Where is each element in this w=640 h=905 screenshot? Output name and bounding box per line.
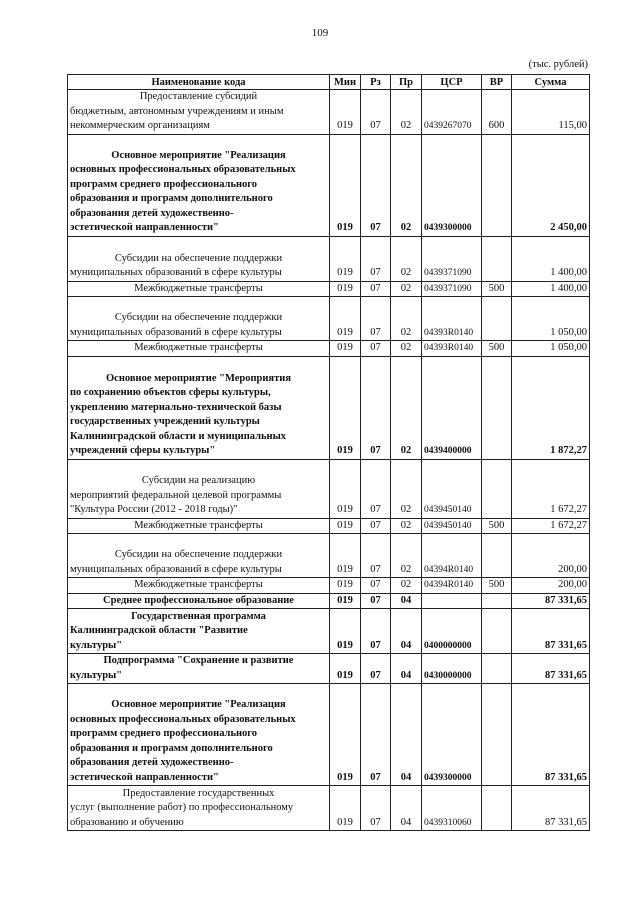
row-name-line: муниципальных образований в сфере культуры bbox=[70, 563, 282, 575]
row-min: 019 bbox=[330, 90, 361, 135]
row-name-line: Государственная программа bbox=[131, 610, 266, 622]
table-row bbox=[68, 459, 590, 518]
row-vr bbox=[482, 134, 512, 236]
row-sum: 200,00 bbox=[512, 534, 590, 578]
row-vr: 500 bbox=[482, 518, 512, 534]
row-pr: 02 bbox=[391, 341, 422, 357]
table-header-row bbox=[68, 75, 590, 90]
row-vr bbox=[482, 534, 512, 578]
table-row bbox=[68, 518, 590, 534]
row-csr: 04393R0140 bbox=[422, 341, 482, 357]
row-vr bbox=[482, 236, 512, 281]
row-vr: 500 bbox=[482, 281, 512, 297]
row-name-line: Среднее профессиональное образование bbox=[103, 594, 294, 606]
row-sum: 1 050,00 bbox=[512, 341, 590, 357]
row-vr bbox=[482, 297, 512, 341]
row-rz: 07 bbox=[361, 236, 391, 281]
page-number: 109 bbox=[311, 27, 329, 39]
row-csr: 0439450140 bbox=[422, 459, 482, 518]
row-name-line: Субсидии на реализацию bbox=[141, 475, 256, 486]
row-sum: 1 400,00 bbox=[512, 281, 590, 297]
header-csr: ЦСР bbox=[422, 75, 482, 90]
row-name bbox=[68, 297, 330, 341]
row-name bbox=[68, 341, 330, 357]
row-name-line: основных профессиональных образовательных bbox=[70, 713, 296, 725]
row-name-line: Межбюджетные трансферты bbox=[134, 579, 263, 590]
row-min: 019 bbox=[330, 281, 361, 297]
row-sum: 87 331,65 bbox=[512, 684, 590, 786]
row-name bbox=[68, 654, 330, 684]
row-name bbox=[68, 134, 330, 236]
row-name-line: программ среднего профессионального bbox=[70, 728, 258, 739]
row-pr: 04 bbox=[391, 684, 422, 786]
row-name-line: услуг (выполнение работ) по профессиональному bbox=[70, 802, 294, 813]
row-sum: 1 872,27 bbox=[512, 356, 590, 459]
row-name-line: учреждений сферы культуры" bbox=[70, 445, 216, 456]
row-name bbox=[68, 518, 330, 534]
row-name-line: образования детей художественно- bbox=[70, 207, 234, 219]
row-sum: 1 672,27 bbox=[512, 459, 590, 518]
row-min: 019 bbox=[330, 236, 361, 281]
row-rz: 07 bbox=[361, 684, 391, 786]
row-name-line: эстетической направленности" bbox=[70, 222, 219, 233]
row-rz: 07 bbox=[361, 609, 391, 654]
row-csr: 0439450140 bbox=[422, 518, 482, 534]
row-sum: 115,00 bbox=[512, 90, 590, 135]
table-row bbox=[68, 236, 590, 281]
table-row bbox=[68, 609, 590, 654]
row-name bbox=[68, 236, 330, 281]
row-vr: 600 bbox=[482, 90, 512, 135]
table-row bbox=[68, 297, 590, 341]
row-name-line: Межбюджетные трансферты bbox=[134, 282, 263, 294]
row-rz: 07 bbox=[361, 356, 391, 459]
row-min: 019 bbox=[330, 518, 361, 534]
row-name bbox=[68, 684, 330, 786]
row-name bbox=[68, 281, 330, 297]
row-name-line: бюджетным, автономным учреждениям и иным bbox=[70, 105, 284, 117]
row-pr: 02 bbox=[391, 534, 422, 578]
row-name-line: муниципальных образований в сфере культуры bbox=[70, 267, 282, 278]
row-vr: 500 bbox=[482, 578, 512, 594]
row-min: 019 bbox=[330, 786, 361, 831]
row-csr: 0439300000 bbox=[422, 134, 482, 236]
header-name: Наименование кода bbox=[68, 75, 330, 90]
table-row bbox=[68, 534, 590, 578]
row-vr bbox=[482, 593, 512, 609]
header-pr: Пр bbox=[391, 75, 422, 90]
row-pr: 02 bbox=[391, 297, 422, 341]
table-row bbox=[68, 134, 590, 236]
row-pr: 02 bbox=[391, 518, 422, 534]
row-name bbox=[68, 593, 330, 609]
row-name-line: Межбюджетные трансферты bbox=[134, 519, 263, 531]
row-pr: 02 bbox=[391, 281, 422, 297]
row-csr: 04394R0140 bbox=[422, 534, 482, 578]
row-min: 019 bbox=[330, 341, 361, 357]
row-min: 019 bbox=[330, 534, 361, 578]
row-name-line: муниципальных образований в сфере культуры bbox=[70, 326, 282, 338]
row-name-line: Предоставление государственных bbox=[122, 787, 275, 799]
table-row bbox=[68, 593, 590, 609]
table-row bbox=[68, 654, 590, 684]
row-pr: 04 bbox=[391, 786, 422, 831]
row-name-line: мероприятий федеральной целевой программы bbox=[70, 489, 282, 501]
row-name-line: культуры" bbox=[70, 669, 123, 681]
row-csr: 0439371090 bbox=[422, 281, 482, 297]
row-vr: 500 bbox=[482, 341, 512, 357]
row-rz: 07 bbox=[361, 281, 391, 297]
row-name-line: основных профессиональных образовательных bbox=[70, 164, 296, 175]
header-min: Мин bbox=[330, 75, 361, 90]
row-min: 019 bbox=[330, 578, 361, 594]
table-row bbox=[68, 578, 590, 594]
row-sum: 87 331,65 bbox=[512, 654, 590, 684]
row-pr: 02 bbox=[391, 578, 422, 594]
row-name-line: образованию и обучению bbox=[70, 816, 184, 828]
table-row bbox=[68, 281, 590, 297]
header-rz: Рз bbox=[361, 75, 391, 90]
row-sum: 87 331,65 bbox=[512, 593, 590, 609]
row-sum: 1 672,27 bbox=[512, 518, 590, 534]
row-vr bbox=[482, 356, 512, 459]
row-name-line: программ среднего профессионального bbox=[70, 178, 258, 190]
row-sum: 1 400,00 bbox=[512, 236, 590, 281]
row-name-line: государственных учреждений культуры bbox=[70, 416, 260, 427]
row-rz: 07 bbox=[361, 534, 391, 578]
row-sum: 1 050,00 bbox=[512, 297, 590, 341]
row-sum: 200,00 bbox=[512, 578, 590, 594]
budget-table bbox=[67, 74, 590, 831]
row-rz: 07 bbox=[361, 341, 391, 357]
row-rz: 07 bbox=[361, 518, 391, 534]
row-csr: 0430000000 bbox=[422, 654, 482, 684]
row-pr: 04 bbox=[391, 654, 422, 684]
row-csr: 0439267070 bbox=[422, 90, 482, 135]
row-sum: 2 450,00 bbox=[512, 134, 590, 236]
row-csr: 04393R0140 bbox=[422, 297, 482, 341]
row-pr: 02 bbox=[391, 134, 422, 236]
row-min: 019 bbox=[330, 134, 361, 236]
header-vr: ВР bbox=[482, 75, 512, 90]
row-vr bbox=[482, 654, 512, 684]
row-pr: 02 bbox=[391, 356, 422, 459]
row-sum: 87 331,65 bbox=[512, 609, 590, 654]
row-vr bbox=[482, 786, 512, 831]
row-name bbox=[68, 459, 330, 518]
row-csr: 0439300000 bbox=[422, 684, 482, 786]
row-min: 019 bbox=[330, 459, 361, 518]
row-min: 019 bbox=[330, 609, 361, 654]
row-csr: 0439371090 bbox=[422, 236, 482, 281]
row-pr: 02 bbox=[391, 236, 422, 281]
row-csr: 0439310060 bbox=[422, 786, 482, 831]
row-name-line: Основное мероприятие "Мероприятия bbox=[106, 372, 291, 384]
table-row bbox=[68, 786, 590, 831]
row-name-line: образования и программ дополнительного bbox=[70, 742, 273, 754]
row-vr bbox=[482, 609, 512, 654]
row-name-line: эстетической направленности" bbox=[70, 771, 219, 783]
row-min: 019 bbox=[330, 593, 361, 609]
row-rz: 07 bbox=[361, 593, 391, 609]
row-name-line: по сохранению объектов сферы культуры, bbox=[70, 387, 271, 398]
row-name-line: Основное мероприятие "Реализация bbox=[111, 149, 286, 161]
row-rz: 07 bbox=[361, 459, 391, 518]
row-name-line: Предоставление субсидий bbox=[139, 91, 258, 102]
row-pr: 04 bbox=[391, 593, 422, 609]
row-pr: 02 bbox=[391, 90, 422, 135]
row-name-line: образования детей художественно- bbox=[70, 757, 234, 768]
row-name-line: Калининградской области "Развитие bbox=[70, 625, 248, 636]
row-name-line: Калининградской области и муниципальных bbox=[70, 430, 287, 442]
row-min: 019 bbox=[330, 684, 361, 786]
row-csr: 0439400000 bbox=[422, 356, 482, 459]
row-min: 019 bbox=[330, 356, 361, 459]
row-name-line: Подпрограмма "Сохранение и развитие bbox=[103, 655, 294, 666]
row-name-line: Субсидии на обеспечение поддержки bbox=[114, 252, 283, 264]
row-rz: 07 bbox=[361, 134, 391, 236]
header-sum: Сумма bbox=[512, 75, 590, 90]
row-name bbox=[68, 534, 330, 578]
row-pr: 02 bbox=[391, 459, 422, 518]
row-rz: 07 bbox=[361, 297, 391, 341]
row-name bbox=[68, 609, 330, 654]
units-label: (тыс. рублей) bbox=[528, 59, 588, 70]
row-csr: 04394R0140 bbox=[422, 578, 482, 594]
row-csr bbox=[422, 593, 482, 609]
row-min: 019 bbox=[330, 654, 361, 684]
row-name-line: Субсидии на обеспечение поддержки bbox=[114, 312, 283, 323]
row-name-line: укреплению материально-технической базы bbox=[70, 401, 282, 413]
row-name-line: некоммерческим организациям bbox=[70, 120, 210, 131]
row-vr bbox=[482, 684, 512, 786]
row-rz: 07 bbox=[361, 654, 391, 684]
row-name-line: Основное мероприятие "Реализация bbox=[111, 699, 286, 710]
row-name bbox=[68, 90, 330, 135]
table-row bbox=[68, 684, 590, 786]
table-row bbox=[68, 356, 590, 459]
table-row bbox=[68, 341, 590, 357]
row-name-line: Субсидии на обеспечение поддержки bbox=[114, 549, 283, 560]
row-csr: 0400000000 bbox=[422, 609, 482, 654]
row-rz: 07 bbox=[361, 90, 391, 135]
row-vr bbox=[482, 459, 512, 518]
row-name-line: "Культура России (2012 - 2018 годы)" bbox=[70, 504, 238, 515]
row-name-line: Межбюджетные трансферты bbox=[134, 342, 263, 353]
row-rz: 07 bbox=[361, 578, 391, 594]
row-name bbox=[68, 786, 330, 831]
row-pr: 04 bbox=[391, 609, 422, 654]
row-name-line: культуры" bbox=[70, 639, 123, 651]
row-rz: 07 bbox=[361, 786, 391, 831]
row-min: 019 bbox=[330, 297, 361, 341]
row-name bbox=[68, 356, 330, 459]
row-name-line: образования и программ дополнительного bbox=[70, 193, 273, 204]
table-row bbox=[68, 90, 590, 135]
row-name bbox=[68, 578, 330, 594]
row-sum: 87 331,65 bbox=[512, 786, 590, 831]
